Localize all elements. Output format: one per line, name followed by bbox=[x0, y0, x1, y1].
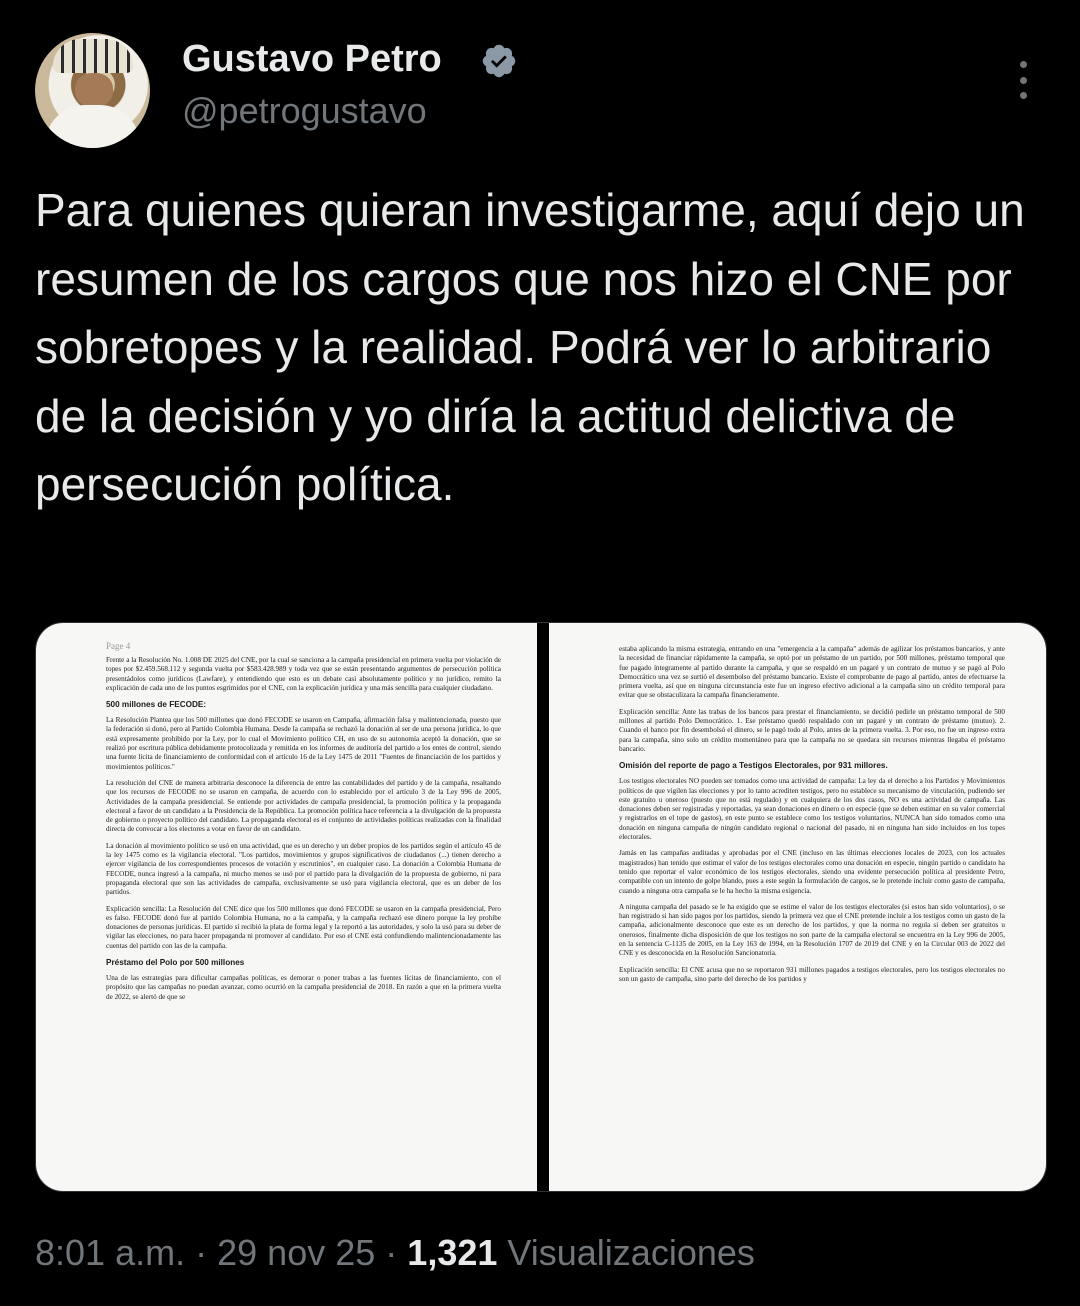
doc-paragraph: Jamás en las campañas auditadas y aprobadas por el CNE (incluso en las últimas elecciones locales de 2023, con los actuales magistrados) han tenido que estimar el valor de los testigos electorales como una donación en especie, ningún partido o candidato ha tenido que reportar el valor económico de los testigos electorales, siendo una evidente persecución política al presidente Petro, compatible con un intento de golpe blando, pues a este según la formulación de cargos, se le pretende incluir como gasto de campaña, cuando a ninguna otra campaña se le ha hecho la misma exigencia. bbox=[619, 849, 1005, 895]
doc-paragraph: estaba aplicando la misma estrategia, entrando en una "emergencia a la campaña" además de agilizar los préstamos bancarios, y ante la necesidad de financiar rápidamente la campaña, se optó por un préstamo de un partido, por 500 millones, préstamo temporal que fue pagado íntegramente al partido durante la campaña, y que se respaldó en un pagaré y un contrato de mutuo y se pagó al Polo Democrático una vez se surtió el desembolso del préstamo bancario. Existe el comprobante de pago al partido, antes de efectuarse la primera vuelta, así que en ninguna circunstancia este fue un ingreso efectivo adicional a la campaña sino un crédito temporal para evitar que se obstaculizara la campaña financieramente. bbox=[619, 645, 1005, 700]
doc-heading: Omisión del reporte de pago a Testigos Electorales, por 931 millores. bbox=[619, 761, 888, 771]
avatar-face bbox=[75, 73, 113, 107]
separator: · bbox=[385, 1232, 398, 1273]
doc-paragraph: Los testigos electorales NO pueden ser tomados como una actividad de campaña: La ley da el derecho a los Partidos y Movimientos políticos de que vigilen las elecciones y por lo tanto acrediten testigos, pero no establece su mecanismo de vinculación, pudiendo ser este gratuito u oneroso (puesto que no está regulado) y en cualquiera de los dos casos, NO es una actividad de campaña. Las donaciones deben ser registradas y reportadas, ya sean donaciones en dinero o en especie (que se deben estimar en su valor comercial y registrarlos en el tope de gastos), en este punto se establece como los testigos voluntarios, NUNCA han sido tomados como una donación en ninguna campaña de ningún candidato regional o nacional del pasado, ni en ninguna han sido incluidos en los topes electorales. bbox=[619, 777, 1005, 842]
separator: · bbox=[195, 1232, 208, 1273]
dot bbox=[1020, 61, 1027, 68]
doc-paragraph: Explicación sencilla: La Resolución del CNE dice que los 500 millones que donó FECODE se usaron en la campaña presidencial, Pero es falso. FECODE donó fue al partido Colombia Humana, no a la campaña, y la campaña rechazó ese dinero porque la ley prohíbe donaciones de personas jurídicas. El partido sí recibió la plata de forma legal y la reportó a las autoridades, y solo la usó para su deber de vigilar las elecciones, no para hacer propaganda ni promover al candidato. Por eso el CNE está confundiendo malintencionadamente las cuentas del partido con las de la campaña. bbox=[106, 904, 501, 950]
doc-paragraph: La donación al movimiento político se usó en una actividad, que es un derecho y un deber propios de los partidos según el artículo 45 de la ley 1475 como es la vigilancia electoral. "Los partidos, movimientos y grupos significativos de ciudadanos (...) tienen derecho a ejercer vigilancia de los correspondientes procesos de votación y escrutinios", en cualquier caso. La donación a Colombia Humana de FECODE, nunca ingresó a la campaña, ni mucho menos se usó por el partido para la divulgación de la propuesta de gobierno, ni para propaganda electoral que son las actividades de campaña, exclusivamente se usó para vigilancia electoral, que es un deber de los partidos. bbox=[106, 841, 501, 897]
tweet-date[interactable]: 29 nov 25 bbox=[217, 1232, 376, 1273]
doc-paragraph: Explicación sencilla: El CNE acusa que no se reportaron 931 millones pagados a testigos electorales, pero los testigos electorales no son un gasto de campaña, sino parte del derecho de los partidos y bbox=[619, 965, 1005, 983]
views-label: Visualizaciones bbox=[507, 1232, 755, 1273]
verified-badge-icon bbox=[480, 42, 518, 80]
avatar-shirt bbox=[45, 105, 140, 148]
views-count: 1,321 bbox=[407, 1232, 498, 1273]
doc-paragraph: La resolución del CNE de manera arbitraria desconoce la diferencia de entre las contabilidades del partido y de la campaña, resaltando que los recursos de FECODE no se usaron en campaña, de acuerdo con lo establecido por el artículo 3 de la Ley 996 de 2005, Actividades de la campaña presidencial. Se entiende por actividades de campaña presidencial, la promoción política y la propaganda electoral a favor de un candidato a la Presidencia de la República. La promoción política hace referencia a la divulgación de la propuesta de gobierno o proyecto político del candidato. La propaganda electoral es el conjunto de actividades políticas realizadas con la finalidad directa de convocar a los electores a votar en favor de un candidato. bbox=[106, 778, 501, 834]
tweet-time[interactable]: 8:01 a.m. bbox=[35, 1232, 186, 1273]
document-page-left[interactable] bbox=[36, 623, 537, 1192]
dot bbox=[1020, 92, 1027, 99]
tweet-media[interactable] bbox=[35, 622, 1047, 1192]
sombrero-vueltiao bbox=[53, 39, 133, 73]
tweet-meta bbox=[35, 1232, 755, 1274]
doc-paragraph: Explicación sencilla: Ante las trabas de los bancos para prestar el financiamiento, se decidió pedirle un préstamo temporal de 500 millones al partido Polo Democrático. 1. Ese préstamo quedó respaldado con un pagaré y un contrato de préstamo (mutuo). 2. Cuando el banco por fin desembolsó el dinero, se le pagó todo al Polo, antes de la primera vuelta. 3. Por eso, no fue un ingreso extra para la campaña, sino solo un crédito momentáneo para que la campaña no se quedara sin recursos mientras llegaba el préstamo bancario. bbox=[619, 707, 1005, 753]
document-page-right[interactable] bbox=[549, 623, 1047, 1192]
more-options-icon[interactable] bbox=[1010, 55, 1036, 105]
doc-paragraph: Frente a la Resolución No. 1.008 DE 2025 del CNE, por la cual se sanciona a la campaña presidencial en primera vuelta por violación de topes por $2.459.568.112 y segunda vuelta por $583.428.989 y toda vez que se están presentando argumentos de persecución política presentádolos como jurídicos (Lawfare), y entendiendo que esto es un debate casi absolutamente político y no jurídico, remito la explicación de cada uno de los puntos esgrimidos por el CNE, con la explicación jurídica y una más sencilla para cualquier ciudadano. bbox=[106, 656, 501, 692]
tweet-text: Para quienes quieran investigarme, aquí dejo un resumen de los cargos que nos hizo el CNE por sobretopes y la realidad. Podrá ver lo arbitrario de la decisión y yo diría la actitud delictiva de persecución política. bbox=[35, 184, 1025, 510]
doc-heading: 500 millones de FECODE: bbox=[106, 700, 207, 710]
doc-heading: Préstamo del Polo por 500 millones bbox=[106, 958, 245, 968]
dot bbox=[1020, 77, 1027, 84]
author-handle[interactable]: @petrogustavo bbox=[182, 90, 427, 131]
doc-paragraph: La Resolución Plantea que los 500 millones que donó FECODE se usaron en Campaña, afirmación falsa y malintencionada, puesto que la federación si donó, pero al Partido Colombia Humana. Desde la campaña se rechazó la donación al ser de una persona jurídica, lo que está expresamente prohibido por la Ley, por lo cual el Movimiento político CH, en uso de su autonomía aceptó la donación, que se realizó por escritura pública debidamente protocolizada y remitida en los informes de auditoría del partido a los entes de control, siendo una fuente lícita de financiamiento de conformidad con el artículo 16 de la Ley 1475 de 2011 "Fuentes de financiación de los partidos y movimientos políticos." bbox=[106, 716, 501, 771]
page-header: Page 4 bbox=[106, 641, 131, 651]
doc-paragraph: A ninguna campaña del pasado se le ha exigido que se estime el valor de los testigos electorales (si estos han sido voluntarios), o se han registrado si han sido pagos por los partidos, siendo la primera vez que el CNE pretende incluir a los testigos como un gasto de la campaña, adicionalmente desconoce que este es un derecho de los partidos, y que la norma no regula si deben ser gratuitos u onerosos, finalmente dicha disposición de que los testigos no son parte de la campaña electoral se encuentra en la Ley 996 de 2005, en la sentencia C-1135 de 2005, en la Ley 163 de 1994, en la Resolución 1707 de 2019 del CNE y en la Circular 003 de 2022 del CNE y es desconocida en la Resolución Sancionatoria. bbox=[619, 902, 1005, 958]
avatar[interactable] bbox=[35, 33, 150, 148]
doc-paragraph: Una de las estrategias para dificultar campañas políticas, es demorar o poner trabas a las fuentes lícitas de financiamiento, con el propósito que las campañas no puedan avanzar, como ocurrió en la campaña presidencial de 2018. En razón a que en la primera vuelta de 2022, se alertó de que se bbox=[106, 974, 501, 1001]
author-name[interactable]: Gustavo Petro bbox=[182, 38, 442, 80]
